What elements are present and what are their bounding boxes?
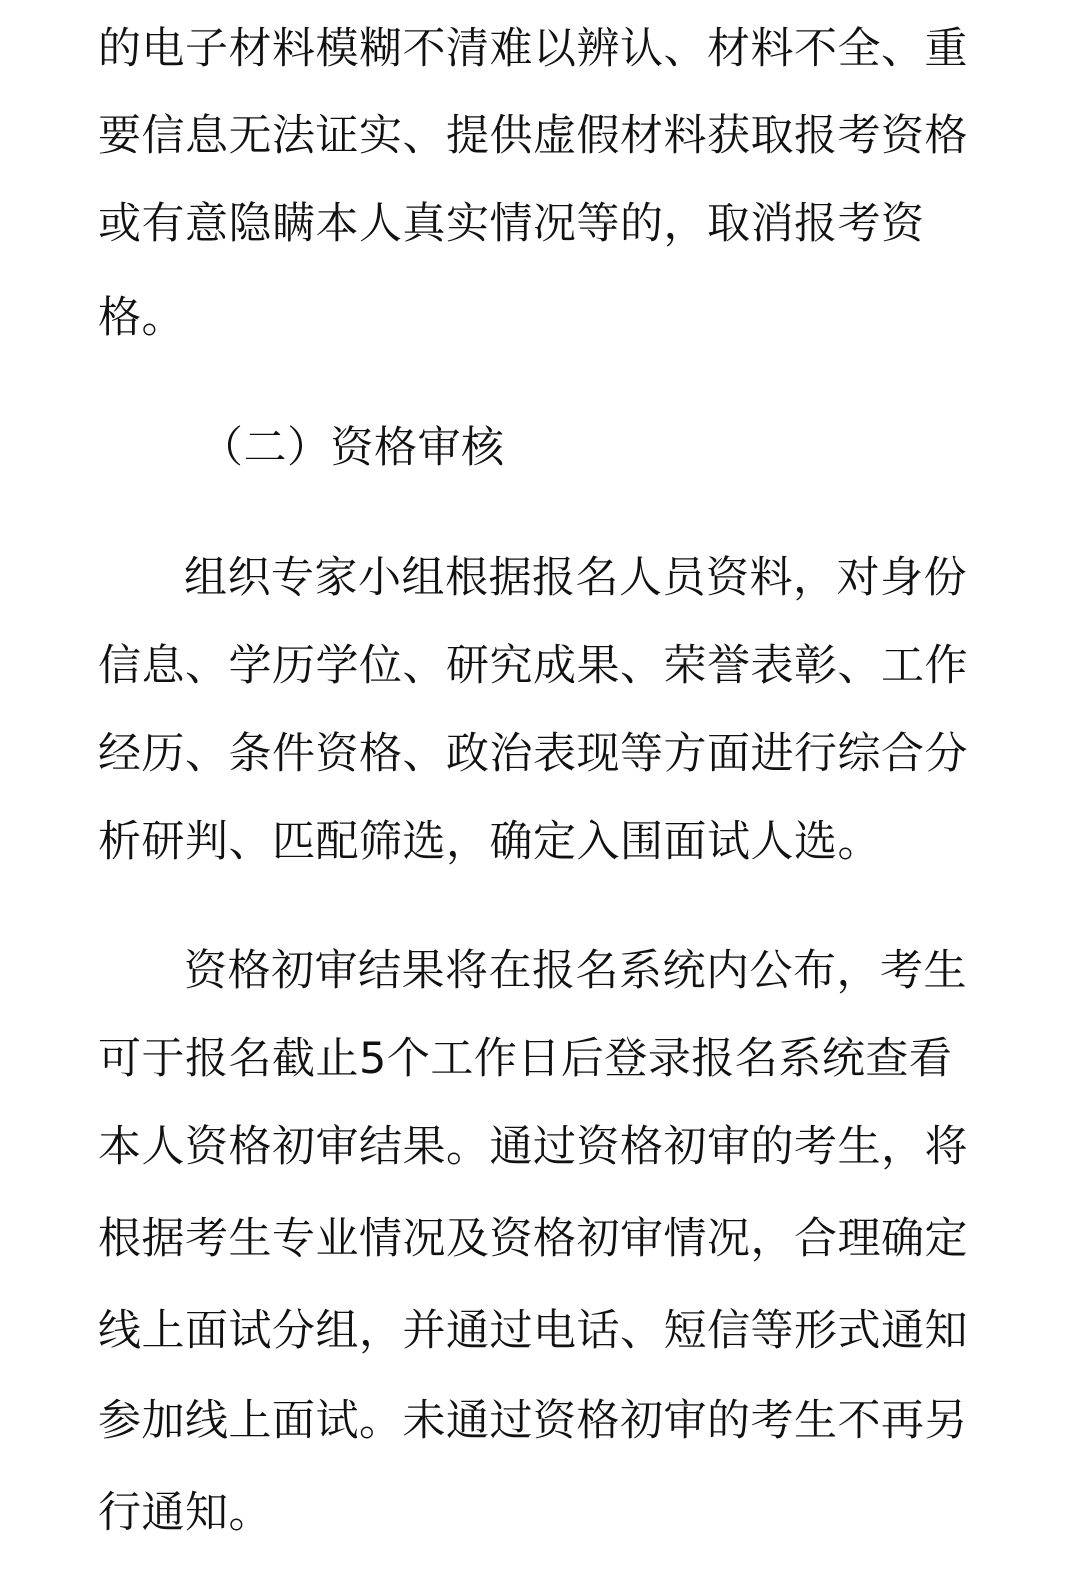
paragraph-1-line-3: 或有意隐瞒本人真实情况等的，取消报考资 [98,199,925,249]
section-heading: （二）资格审核 [200,423,505,473]
paragraph-3-line-7: 行通知。 [98,1488,272,1538]
paragraph-3-line-4: 根据考生专业情况及资格初审情况，合理确定 [98,1214,968,1264]
paragraph-2-line-2: 信息、学历学位、研究成果、荣誉表彰、工作 [98,641,968,691]
paragraph-1-line-4: 格。 [98,293,185,343]
paragraph-1-line-1: 的电子材料模糊不清难以辨认、材料不全、重 [98,24,968,74]
paragraph-2-line-1: 组织专家小组根据报名人员资料，对身份 [184,553,967,603]
paragraph-3-line-2: 可于报名截止5个工作日后登录报名系统查看 [98,1034,953,1084]
paragraph-2-line-3: 经历、条件资格、政治表现等方面进行综合分 [98,729,968,779]
paragraph-3-line-6: 参加线上面试。未通过资格初审的考生不再另 [98,1396,968,1446]
paragraph-3-line-3: 本人资格初审结果。通过资格初审的考生，将 [98,1122,968,1172]
paragraph-3-line-1: 资格初审结果将在报名系统内公布，考生 [184,946,967,996]
paragraph-2-line-4: 析研判、匹配筛选，确定入围面试人选。 [98,817,881,867]
paragraph-1-line-2: 要信息无法证实、提供虚假材料获取报考资格 [98,111,968,161]
paragraph-3-line-5: 线上面试分组，并通过电话、短信等形式通知 [98,1306,968,1356]
